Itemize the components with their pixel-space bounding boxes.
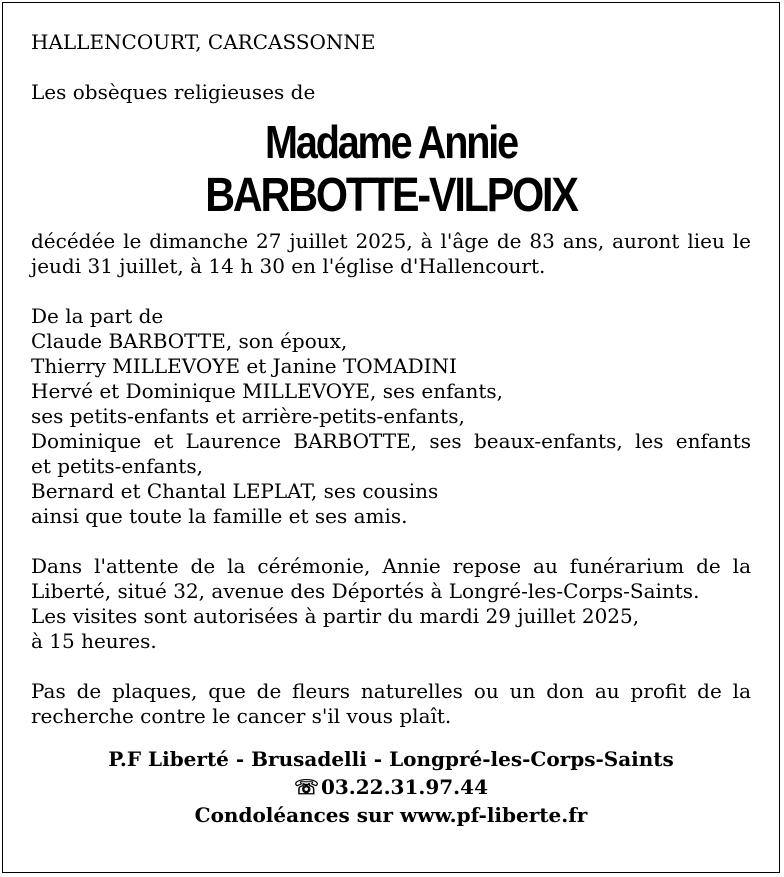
visit-line-4: à 15 heures. [31,629,157,653]
phone-icon: ☏ [294,775,320,799]
family-line: Bernard et Chantal LEPLAT, ses cousins [31,479,439,503]
spacer [31,55,751,80]
family-paragraph [31,304,751,529]
family-line: Dominique et Laurence BARBOTTE, ses beaux-enfants, les enfants [31,429,751,453]
spacer [31,279,751,304]
visit-line-1: Dans l'attente de la cérémonie, Annie repose au funérarium de la [31,554,751,578]
announcement-line-1: décédée le dimanche 27 juillet 2025, à l'âge de 83 ans, auront lieu le [31,229,751,253]
announcement-line-2: jeudi 31 juillet, à 14 h 30 en l'église d'Hallencourt. [31,254,546,278]
spacer [31,529,751,554]
visit-line-2: Liberté, situé 32, avenue des Déportés à Longré-les-Corps-Saints. [31,579,700,603]
intro-line: Les obsèques religieuses de [31,80,316,104]
family-line: Hervé et Dominique MILLEVOYE, ses enfants, [31,379,504,403]
deceased-name-block [81,115,700,223]
family-intro: De la part de [31,304,164,328]
phone-line [31,773,751,801]
phone-number: 03.22.31.97.44 [320,775,488,799]
family-line: Thierry MILLEVOYE et Janine TOMADINI [31,354,457,378]
funeral-home-name: P.F Liberté - Brusadelli - Longpré-les-Corps-Saints [108,747,674,771]
family-line: ainsi que toute la famille et ses amis. [31,504,408,528]
deceased-surname: BARBOTTE-VILPOIX [205,169,577,222]
flowers-line-1: Pas de plaques, que de fleurs naturelles ou un don au profit de la [31,679,751,703]
condolences-line: Condoléances sur www.pf-liberte.fr [194,803,588,827]
deceased-title-first-name: Madame Annie [265,116,517,168]
family-line: Claude BARBOTTE, son époux, [31,329,348,353]
flowers-line-2: recherche contre le cancer s'il vous plaît. [31,704,452,728]
announcement-paragraph [31,229,751,279]
spacer [31,654,751,679]
family-line: ses petits-enfants et arrière-petits-enfants, [31,404,465,428]
location-line: HALLENCOURT, CARCASSONNE [31,30,376,54]
flowers-paragraph [31,679,751,729]
visit-line-3: Les visites sont autorisées à partir du mardi 29 juillet 2025, [31,604,640,628]
obituary-notice [31,30,751,829]
family-line: et petits-enfants, [31,454,203,478]
funeral-home-footer [31,745,751,829]
visit-paragraph [31,554,751,654]
